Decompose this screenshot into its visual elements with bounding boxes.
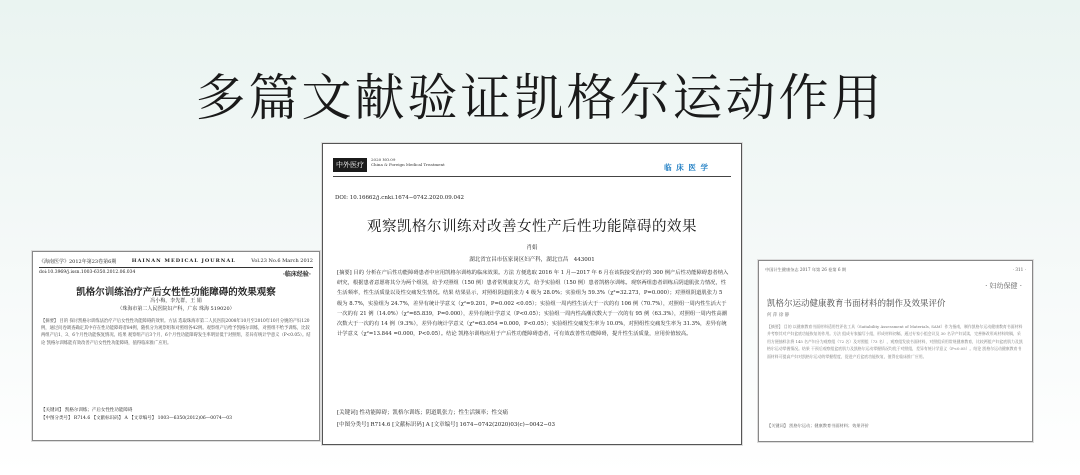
paper-affiliation: （珠海市第二人民医院妇产科，广东 珠海 519020）	[117, 306, 235, 312]
journal-logo: 中外医疗	[333, 158, 367, 172]
paper-china-family-health	[758, 260, 1033, 442]
paper-author: 肖娟	[526, 245, 538, 251]
journal-issue: 2020 NO.09	[371, 157, 396, 162]
column-label: · 妇幼保健 ·	[985, 282, 1022, 290]
doi: doi:10.3969/j.issn.1003-6350.2012.06.034	[39, 270, 136, 275]
paper-china-foreign-medical	[322, 143, 742, 445]
paper-meta: [中图分类号] R714.6 [文献标识码] A [文章编号] 1674−0742(2020)03(c)−0042−03	[337, 422, 555, 428]
column-label: 临 床 医 学	[664, 163, 709, 172]
paper-title: 凯格尔运动健康教育书面材料的制作及效果评价	[767, 299, 946, 309]
page-number: · 311 ·	[1012, 267, 1026, 272]
page-heading: 多篇文献验证凯格尔运动作用	[195, 69, 885, 127]
journal-logo-sub	[371, 157, 445, 167]
journal-issue: Vol.23 No.6 March 2012	[251, 258, 313, 264]
paper-authors: 何 萍 徐 静	[767, 313, 790, 318]
paper-title: 观察凯格尔训练对改善女性产后性功能障碍的效果	[367, 219, 697, 235]
doi: DOI: 10.16662/j.cnki.1674−0742.2020.09.042	[335, 195, 465, 201]
paper-abstract: 【摘要】 目的 以健康教育书面材料适用性评估工具（Suitability Assessment of Materials, SAM）作为指南，制作凯格尔运动健康教育书面材料并考察其对产妇盆底功能恢复的作用。方法 组成专家编写小组，形成材料初稿，通过专家小组会议及 30 名孕产妇试读，完善修改形成材料终稿，采用方便抽样法将 145 名产妇分为观察组（72 名）及对照组（73 名），观察组发放书面材料，对照组采用常规健康教育，比较两组产妇盆底肌力及凯格尔运动掌握情况。结果 干预后观察组盆底肌力及凯格尔运动掌握情况均优于对照组，差异有统计学意义（P<0.05）。结论 凯格尔运动健康教育书面材料可提高产妇对凯格尔运动的掌握程度，促进产后盆底功能恢复，值得在临床推广应用。	[767, 324, 1023, 359]
paper-meta: 【中图分类号】 R714.6 【文献标识码】 A 【文章编号】 1003—6350(2012)06—0074—03	[41, 416, 232, 421]
paper-authors: 冯小梅，李先群，王 娟	[150, 298, 202, 304]
paper-keywords: [关键词] 性功能障碍；凯格尔训练；阴道肌张力；性生活频率；性交痛	[337, 410, 509, 416]
paper-keywords: 【关键词】 凯格尔运动；健康教育书面材料；效果评价	[767, 423, 869, 428]
journal-name: 《海南医学》2012年第23卷第6期	[39, 259, 117, 265]
journal-header	[333, 154, 731, 177]
journal-name-en: HAINAN MEDICAL JOURNAL	[131, 258, 236, 264]
paper-abstract: 【摘要】 目的 探讨凯格尔训练法治疗产后女性性功能障碍的效果。方法 选取珠海市第二人民医院2008年10月至2010年10月分娩的产妇120例，通过问卷调查确定其中存在性功能障碍者84例，随机分为观察组和对照组各42例。观察组产后给予凯格尔训练，对照组不给予训练，比较两组产后1、3、6个月性功能恢复情况。结果 观察组产后3个月、6个月性功能障碍发生率明显低于对照组，差异有统计学意义（P<0.05）。结论 凯格尔训练能有效改善产后女性性功能障碍，值得临床推广应用。	[41, 319, 311, 346]
journal-name-en: China & Foreign Medical Treatment	[371, 162, 445, 167]
paper-abstract: [摘要] 目的 分析在产后性功能障碍患者中应用凯格尔训练的临床效果。方法 方便选取 2016 年 1 月—2017 年 6 月在该院接受治疗的 300 例产后性功能障碍患者纳入研究，根据患者意愿将其分为两个组别，给予对照组（150 例）患者常规康复方式，给予实验组（150 例）患者凯格尔训练。观察两组患者训练后阴道肌张力情况，性生活频率，性生活质量以及性交痛发生情况。结果 结果显示，对照组阴道肌张力 4 级为 28.0%；实验组为 59.3%（χ²=32.273，P=0.000）；对照组阴道肌张力 5 级为 8.7%，实验组为 24.7%，差异有统计学意义（χ²=9.201，P=0.002 <0.05）；实验组一周内性生活大于一次的有 106 例（70.7%），对照组一周内性生活大于一次的有 21 例（14.0%）（χ²=65.839，P=0.000），差异有统计学意义（P<0.05）；实验组一周内性高潮次数大于一次的有 95 例（63.3%），对照组一周内性高潮次数大于一次的有 14 例（9.3%），差异有统计学意义（χ²=63.054 =0.000，P<0.05）；实验组性交痛发生率为 10.0%，对照组性交痛发生率为 31.3%，差异有统计学意义（χ²=13.844 =0.000，P<0.05）。结论 凯格尔训练应用于产后性功能障碍患者，可有效改善性功能障碍，提升性生活质量，应用价值较高。	[337, 270, 729, 338]
column-label: ·临床经验·	[282, 271, 311, 278]
journal-name: 中国计生健康杂志 2017 年第 26 卷第 6 期	[765, 267, 847, 272]
paper-hainan-medical	[32, 251, 320, 441]
journal-header	[765, 267, 1026, 273]
journal-header	[39, 258, 313, 268]
paper-title: 凯格尔训练治疗产后女性性功能障碍的效果观察	[76, 287, 276, 298]
paper-keywords: 【关键词】 凯格尔训练；产后女性性功能障碍	[41, 408, 133, 413]
paper-affiliation: 湖北省宜昌市伍家岗区妇产科，湖北宜昌 443001	[469, 257, 595, 263]
